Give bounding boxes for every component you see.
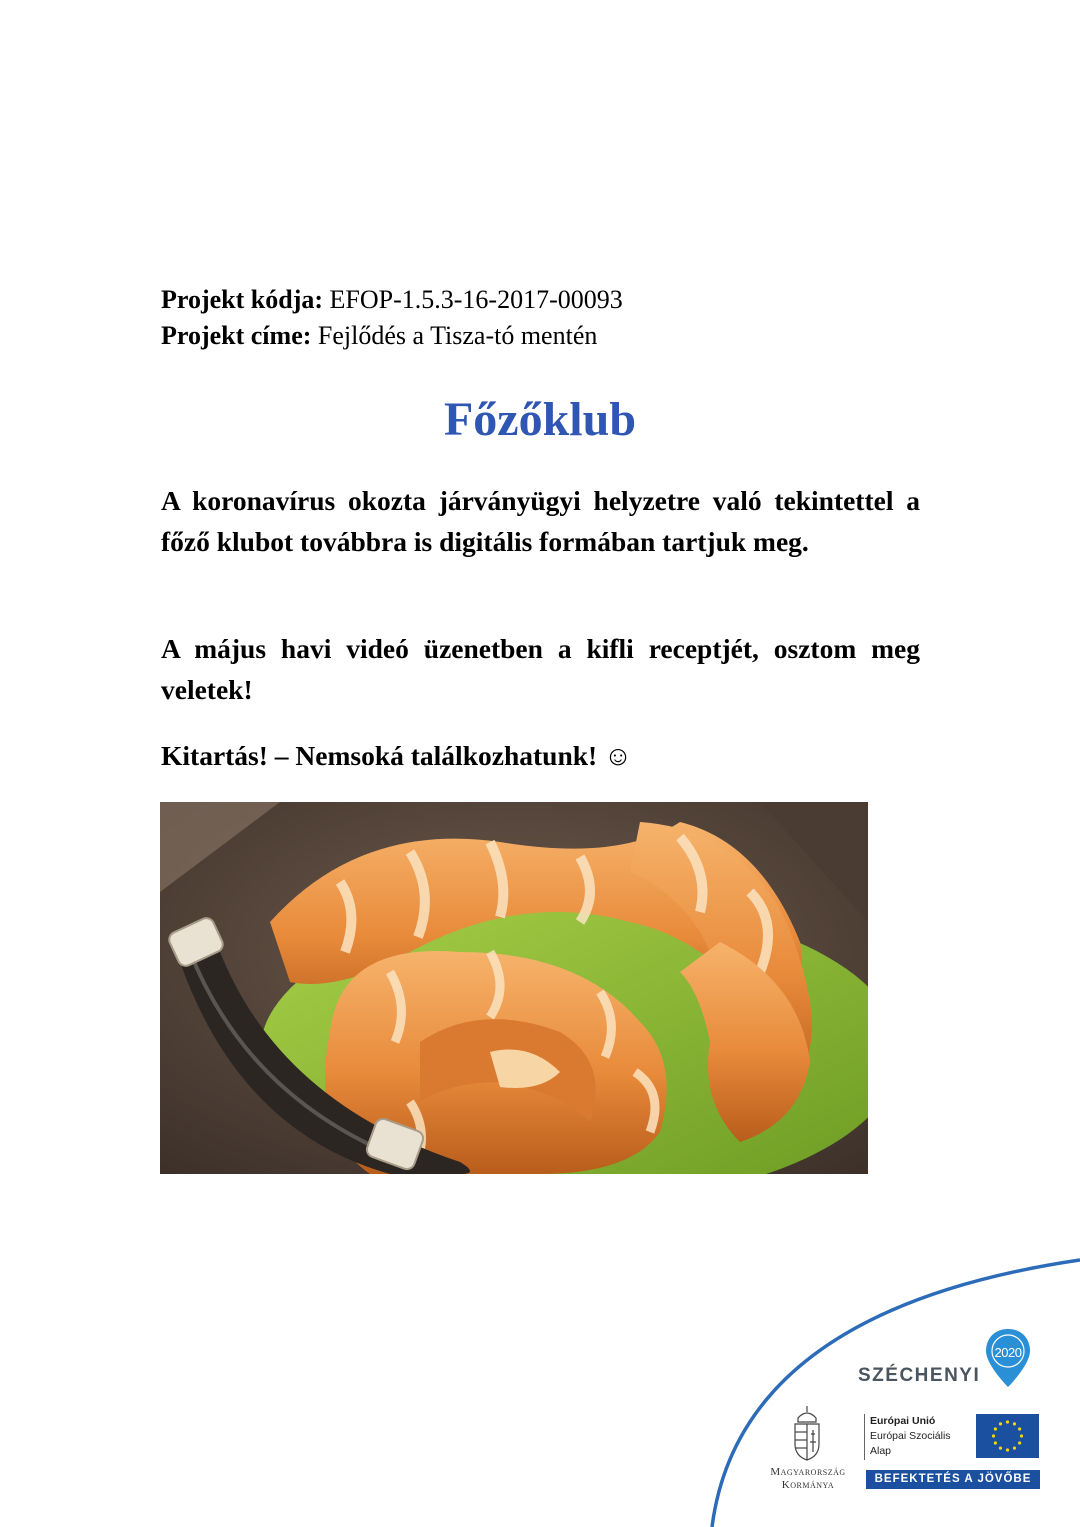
- kifli-basket-photo: [160, 802, 868, 1174]
- eu-star: [994, 1427, 997, 1430]
- project-code-line: [161, 284, 623, 316]
- szechenyi-year: 2020: [994, 1345, 1022, 1360]
- eu-fund-label: [870, 1414, 951, 1459]
- eu-star: [992, 1434, 995, 1437]
- project-code-value: EFOP-1.5.3-16-2017-00093: [329, 285, 623, 314]
- eu-star: [1018, 1441, 1021, 1444]
- invest-banner: BEFEKTETÉS A JÖVŐBE: [866, 1470, 1040, 1489]
- eu-star: [999, 1447, 1002, 1450]
- project-code-label: Projekt kódja:: [161, 285, 324, 314]
- szechenyi-logo-text: SZÉCHENYI: [858, 1365, 981, 1386]
- eu-star: [999, 1422, 1002, 1425]
- eu-star: [1013, 1422, 1016, 1425]
- eu-star: [1018, 1427, 1021, 1430]
- eu-line-1: Európai Unió: [870, 1415, 936, 1427]
- eu-star: [1006, 1448, 1009, 1451]
- eu-divider: [864, 1414, 865, 1460]
- eu-line-3: Alap: [870, 1445, 892, 1457]
- paragraph-intro: A koronavírus okozta járványügyi helyzetre való tekintettel a főző klubot továbbra is digitális formában tartjuk meg.: [161, 485, 920, 557]
- project-title-label: Projekt címe:: [161, 321, 312, 350]
- paragraph-recipe: A május havi videó üzenetben a kifli receptjét, osztom meg veletek!: [161, 633, 920, 705]
- hungarian-crest-icon: [790, 1404, 824, 1462]
- paragraph-closing: Kitartás! – Nemsoká találkozhatunk! ☺: [161, 740, 633, 771]
- eu-star: [1013, 1447, 1016, 1450]
- eu-flag-icon: [976, 1414, 1039, 1458]
- eu-star: [1020, 1434, 1023, 1437]
- government-label: Magyarország Kormánya: [770, 1466, 846, 1491]
- project-title-line: [161, 320, 597, 352]
- eu-star: [1006, 1420, 1009, 1423]
- project-title-value: Fejlődés a Tisza-tó mentén: [317, 321, 598, 350]
- eu-line-2: Európai Szociális: [870, 1430, 951, 1442]
- eu-star: [994, 1441, 997, 1444]
- page-title: Főzőklub: [443, 393, 637, 446]
